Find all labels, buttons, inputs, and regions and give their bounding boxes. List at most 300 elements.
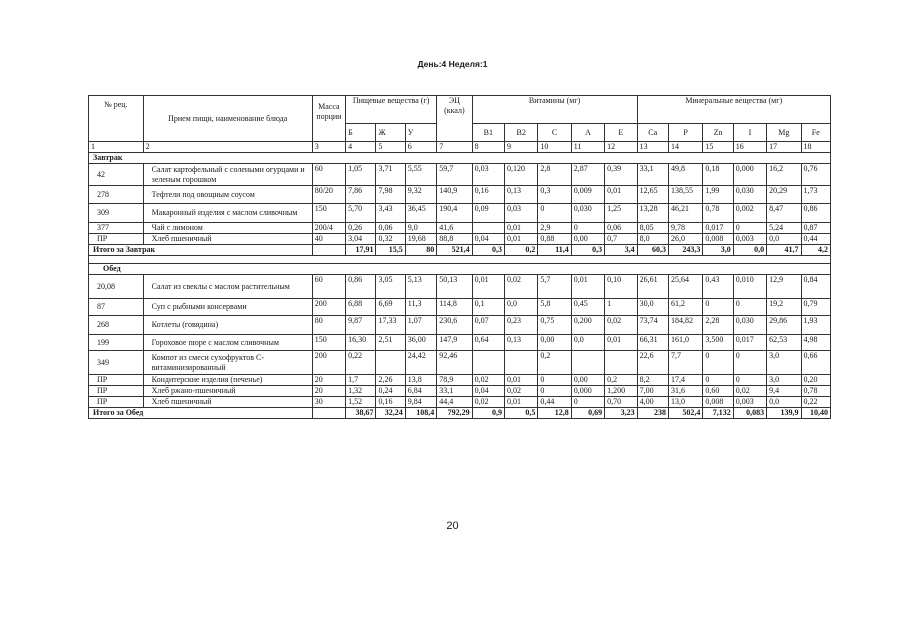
section-title: Завтрак [89,153,831,164]
value-cell: 150 [312,204,345,223]
spacer-cell [89,256,831,264]
value-cell: 0 [703,351,733,375]
value-cell: 0,24 [376,386,405,397]
value-cell: 5,7 [538,275,571,299]
value-cell: 0,01 [504,234,537,245]
value-cell: 0,120 [504,164,537,186]
value-cell: 49,8 [668,164,702,186]
value-cell: 0 [538,386,571,397]
value-cell: 30,0 [637,299,668,316]
column-number: 16 [733,142,766,153]
value-cell: 7,00 [637,386,668,397]
header-col: A [571,124,604,142]
column-number: 6 [405,142,436,153]
value-cell: 2,28 [703,316,733,335]
value-cell: 8,0 [637,234,668,245]
dish-name: Хлеб ржано-пшеничный [143,386,312,397]
value-cell: 0,22 [801,397,831,408]
total-value: 38,67 [346,408,376,419]
total-value: 502,4 [668,408,702,419]
spacer-row [89,256,831,264]
value-cell: 40 [312,234,345,245]
value-cell: 0 [538,375,571,386]
header-col: Mg [767,124,801,142]
value-cell: 3,71 [376,164,405,186]
column-number: 10 [538,142,571,153]
value-cell: 0,23 [504,316,537,335]
header-nutrients: Пищевые вещества (г) [346,96,437,124]
value-cell: 46,21 [668,204,702,223]
header-col: Fe [801,124,831,142]
value-cell: 20 [312,386,345,397]
table-row [89,164,831,186]
value-cell: 114,8 [437,299,472,316]
table-row [89,204,831,223]
value-cell: 0,0 [767,397,801,408]
recipe-number: 377 [89,223,144,234]
value-cell: 1,7 [346,375,376,386]
table-row [89,335,831,351]
value-cell: 50,13 [437,275,472,299]
dish-name: Компот из смеси сухофруктов С- витаминизированный [143,351,312,375]
column-number: 12 [605,142,637,153]
value-cell: 138,55 [668,186,702,204]
value-cell: 0,07 [472,316,504,335]
value-cell: 0,02 [472,397,504,408]
value-cell: 1,93 [801,316,831,335]
value-cell: 3,04 [346,234,376,245]
value-cell: 0,010 [733,275,766,299]
value-cell: 0,76 [801,164,831,186]
value-cell: 0,86 [346,275,376,299]
total-value: 10,40 [801,408,831,419]
total-value [312,408,345,419]
total-value: 0,9 [472,408,504,419]
value-cell: 9,0 [405,223,436,234]
value-cell: 0,3 [538,186,571,204]
table-row [89,275,831,299]
dish-name: Хлеб пшеничный [143,234,312,245]
total-value: 0,0 [733,245,766,256]
value-cell: 8,2 [637,375,668,386]
dish-name: Суп с рыбными консервами [143,299,312,316]
total-value: 12,8 [538,408,571,419]
value-cell [376,351,405,375]
value-cell: 0,13 [504,186,537,204]
value-cell: 1,200 [605,386,637,397]
header-mass: Масса порции [312,96,345,142]
value-cell: 1,05 [346,164,376,186]
value-cell: 4,00 [637,397,668,408]
value-cell: 88,8 [437,234,472,245]
recipe-number: ПР [89,375,144,386]
total-value: 243,3 [668,245,702,256]
dish-name: Тефтели под овощным соусом [143,186,312,204]
table-row [89,375,831,386]
value-cell: 0,017 [733,335,766,351]
value-cell: 0,18 [703,164,733,186]
value-cell [504,351,537,375]
value-cell: 0,01 [504,223,537,234]
column-number: 8 [472,142,504,153]
total-value: 7,132 [703,408,733,419]
value-cell: 0,86 [801,204,831,223]
value-cell: 0,45 [571,299,604,316]
value-cell: 3,43 [376,204,405,223]
header-col: Ca [637,124,668,142]
value-cell: 0,0 [504,299,537,316]
value-cell: 30 [312,397,345,408]
header-col: B2 [504,124,537,142]
value-cell: 3,0 [767,375,801,386]
recipe-number: 87 [89,299,144,316]
value-cell: 0,64 [472,335,504,351]
value-cell: 0,01 [472,275,504,299]
value-cell: 0,09 [472,204,504,223]
total-row [89,408,831,419]
dish-name: Салат картофельный с солеными огурцами и зеленым горошком [143,164,312,186]
value-cell: 0,10 [605,275,637,299]
value-cell: 8,47 [767,204,801,223]
recipe-number: 278 [89,186,144,204]
value-cell: 4,98 [801,335,831,351]
value-cell: 200 [312,351,345,375]
value-cell: 2,51 [376,335,405,351]
header-col: У [405,124,436,142]
value-cell: 0,44 [538,397,571,408]
value-cell: 0,008 [703,397,733,408]
total-value: 3,23 [605,408,637,419]
value-cell: 0,008 [703,234,733,245]
header-col: P [668,124,702,142]
value-cell: 0,030 [733,316,766,335]
header-meal: Прием пищи, наименование блюда [143,96,312,142]
value-cell: 33,1 [637,164,668,186]
total-value: 60,3 [637,245,668,256]
value-cell: 147,9 [437,335,472,351]
value-cell: 24,42 [405,351,436,375]
value-cell: 0,66 [801,351,831,375]
value-cell: 0,002 [733,204,766,223]
header-col: Б [346,124,376,142]
value-cell: 20,29 [767,186,801,204]
value-cell [472,223,504,234]
value-cell: 0,01 [605,186,637,204]
value-cell: 150 [312,335,345,351]
value-cell: 6,88 [346,299,376,316]
total-value: 3,4 [605,245,637,256]
value-cell: 0 [538,204,571,223]
value-cell: 0,003 [733,234,766,245]
value-cell: 11,3 [405,299,436,316]
value-cell: 0,01 [504,397,537,408]
value-cell: 62,53 [767,335,801,351]
value-cell: 0,44 [801,234,831,245]
recipe-number: ПР [89,234,144,245]
value-cell: 0 [703,375,733,386]
header-col: C [538,124,571,142]
value-cell: 9,84 [405,397,436,408]
value-cell: 20 [312,375,345,386]
page-number: 20 [446,520,459,532]
value-cell: 0 [703,299,733,316]
value-cell: 1,07 [405,316,436,335]
value-cell: 0,03 [472,164,504,186]
header-col: B1 [472,124,504,142]
nutrition-table [88,95,831,419]
value-cell: 2,87 [571,164,604,186]
value-cell: 0,017 [703,223,733,234]
value-cell: 12,9 [767,275,801,299]
total-label: Итого за Обед [89,408,313,419]
value-cell: 16,30 [346,335,376,351]
header-col: E [605,124,637,142]
total-value: 4,2 [801,245,831,256]
value-cell: 200/4 [312,223,345,234]
section-header-row [89,153,831,164]
dish-name: Чай с лимоном [143,223,312,234]
value-cell: 9,32 [405,186,436,204]
value-cell: 80/20 [312,186,345,204]
value-cell: 0,88 [538,234,571,245]
value-cell: 1,99 [703,186,733,204]
value-cell: 0,003 [733,397,766,408]
value-cell: 0,000 [733,164,766,186]
total-value: 0,083 [733,408,766,419]
value-cell: 0 [733,223,766,234]
value-cell: 0,26 [346,223,376,234]
value-cell: 0,03 [504,204,537,223]
value-cell: 0,200 [571,316,604,335]
total-value: 792,29 [437,408,472,419]
value-cell: 0 [571,223,604,234]
value-cell: 13,0 [668,397,702,408]
value-cell: 31,6 [668,386,702,397]
total-value: 0,3 [571,245,604,256]
section-header-row [89,264,831,275]
value-cell: 0,030 [571,204,604,223]
value-cell: 9,4 [767,386,801,397]
dish-name: Котлеты (говядина) [143,316,312,335]
table-row [89,299,831,316]
value-cell: 9,78 [668,223,702,234]
value-cell: 66,31 [637,335,668,351]
value-cell: 44,4 [437,397,472,408]
value-cell: 0,06 [605,223,637,234]
value-cell: 0,84 [801,275,831,299]
value-cell: 0,7 [605,234,637,245]
recipe-number: 199 [89,335,144,351]
total-value: 521,4 [437,245,472,256]
value-cell: 33,1 [437,386,472,397]
value-cell: 19,68 [405,234,436,245]
column-number: 18 [801,142,831,153]
value-cell: 19,2 [767,299,801,316]
value-cell: 0,00 [571,375,604,386]
value-cell: 59,7 [437,164,472,186]
value-cell: 0,00 [538,335,571,351]
value-cell: 61,2 [668,299,702,316]
value-cell: 13,8 [405,375,436,386]
total-value: 80 [405,245,436,256]
value-cell: 0,030 [733,186,766,204]
column-number: 11 [571,142,604,153]
value-cell: 0,22 [346,351,376,375]
value-cell: 0,20 [801,375,831,386]
header-col: I [733,124,766,142]
value-cell: 3,500 [703,335,733,351]
value-cell: 0,02 [733,386,766,397]
value-cell: 230,6 [437,316,472,335]
total-value: 32,24 [376,408,405,419]
value-cell: 8,05 [637,223,668,234]
value-cell: 0,2 [538,351,571,375]
section-title: Обед [89,264,831,275]
value-cell: 26,0 [668,234,702,245]
header-minerals: Минеральные вещества (мг) [637,96,830,124]
value-cell: 2,8 [538,164,571,186]
page-title: День:4 Неделя:1 [417,59,488,69]
value-cell: 0,009 [571,186,604,204]
value-cell: 0 [733,351,766,375]
value-cell: 0,01 [605,335,637,351]
value-cell: 2,26 [376,375,405,386]
column-number: 9 [504,142,537,153]
value-cell [571,351,604,375]
recipe-number: 268 [89,316,144,335]
total-value: 3,0 [703,245,733,256]
column-number: 15 [703,142,733,153]
table-row [89,234,831,245]
value-cell: 0,04 [472,234,504,245]
value-cell: 0,39 [605,164,637,186]
column-number: 2 [143,142,312,153]
value-cell: 0,02 [504,386,537,397]
column-number: 5 [376,142,405,153]
value-cell: 0,00 [571,234,604,245]
value-cell: 161,0 [668,335,702,351]
table-row [89,386,831,397]
recipe-number: 309 [89,204,144,223]
value-cell [605,351,637,375]
header-energy: ЭЦ (ккал) [437,96,472,142]
value-cell: 0,32 [376,234,405,245]
value-cell: 0,01 [571,275,604,299]
value-cell: 0,02 [504,275,537,299]
value-cell: 1,32 [346,386,376,397]
value-cell: 0,02 [472,375,504,386]
total-row [89,245,831,256]
column-number: 13 [637,142,668,153]
table-row [89,397,831,408]
value-cell: 13,28 [637,204,668,223]
column-number: 14 [668,142,702,153]
value-cell: 12,65 [637,186,668,204]
value-cell: 7,86 [346,186,376,204]
value-cell: 29,86 [767,316,801,335]
value-cell: 1,52 [346,397,376,408]
value-cell: 140,9 [437,186,472,204]
total-value: 0,5 [504,408,537,419]
table-row [89,186,831,204]
value-cell: 6,84 [405,386,436,397]
header-vitamins: Витамины (мг) [472,96,637,124]
value-cell: 0,2 [605,375,637,386]
value-cell: 1,25 [605,204,637,223]
value-cell: 5,24 [767,223,801,234]
table-row [89,223,831,234]
value-cell: 5,70 [346,204,376,223]
total-value: 15,5 [376,245,405,256]
value-cell: 1 [605,299,637,316]
value-cell: 7,7 [668,351,702,375]
total-value: 139,9 [767,408,801,419]
value-cell: 184,82 [668,316,702,335]
value-cell: 0 [733,375,766,386]
value-cell: 5,13 [405,275,436,299]
value-cell: 25,64 [668,275,702,299]
value-cell: 17,33 [376,316,405,335]
value-cell: 0,16 [472,186,504,204]
value-cell: 0 [571,397,604,408]
value-cell: 2,9 [538,223,571,234]
recipe-number: 20,08 [89,275,144,299]
value-cell: 0 [733,299,766,316]
value-cell: 0,60 [703,386,733,397]
dish-name: Салат из свеклы с маслом растительным [143,275,312,299]
total-value: 17,91 [346,245,376,256]
dish-name: Кондитерские изделия (печенье) [143,375,312,386]
total-value: 0,2 [504,245,537,256]
value-cell: 0,1 [472,299,504,316]
value-cell: 78,9 [437,375,472,386]
value-cell: 7,98 [376,186,405,204]
value-cell [472,351,504,375]
dish-name: Гороховое пюре с маслом сливочным [143,335,312,351]
value-cell: 41,6 [437,223,472,234]
table-row [89,351,831,375]
value-cell: 26,61 [637,275,668,299]
value-cell: 92,46 [437,351,472,375]
value-cell: 190,4 [437,204,472,223]
header-rec: № рец. [89,96,144,142]
dish-name: Хлеб пшеничный [143,397,312,408]
value-cell: 0,01 [504,375,537,386]
value-cell: 0,43 [703,275,733,299]
total-value: 108,4 [405,408,436,419]
value-cell: 5,55 [405,164,436,186]
recipe-number: ПР [89,397,144,408]
value-cell: 0,79 [801,299,831,316]
column-number: 3 [312,142,345,153]
value-cell: 1,73 [801,186,831,204]
value-cell: 0,04 [472,386,504,397]
value-cell: 73,74 [637,316,668,335]
value-cell: 0,000 [571,386,604,397]
dish-name: Макаронный изделия с маслом сливочным [143,204,312,223]
total-value: 238 [637,408,668,419]
value-cell: 0,0 [571,335,604,351]
value-cell: 16,2 [767,164,801,186]
value-cell: 36,45 [405,204,436,223]
recipe-number: 349 [89,351,144,375]
total-label: Итого за Завтрак [89,245,313,256]
total-value: 0,69 [571,408,604,419]
column-number: 17 [767,142,801,153]
value-cell: 17,4 [668,375,702,386]
column-number: 1 [89,142,144,153]
value-cell: 3,0 [767,351,801,375]
